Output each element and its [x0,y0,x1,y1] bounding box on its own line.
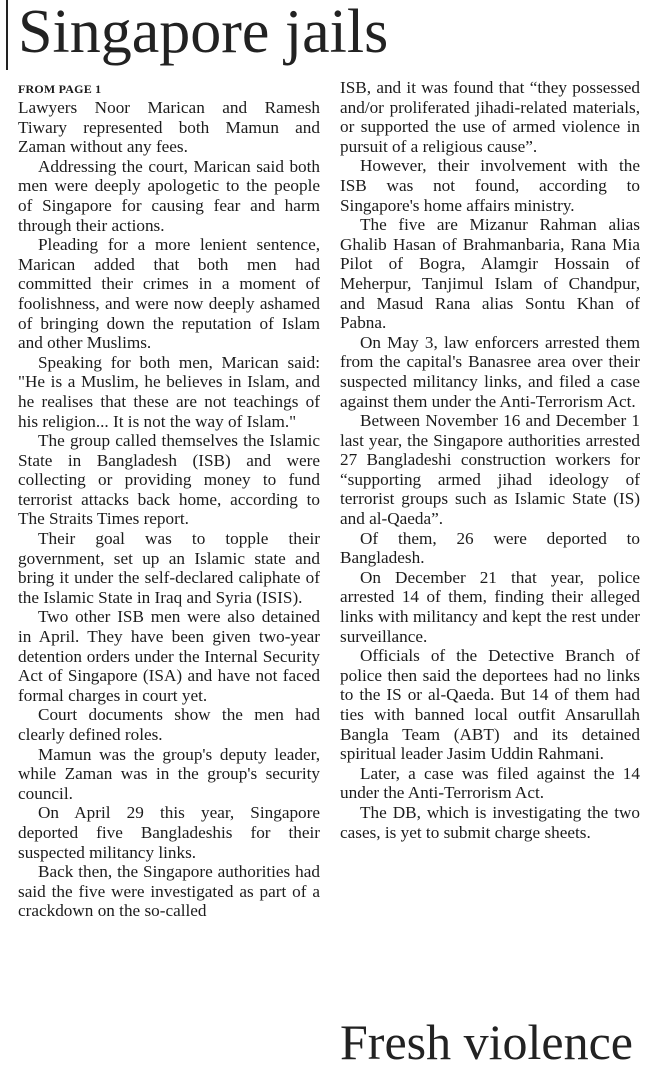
article-paragraph: Between November 16 and December 1 last year, the Singapore authorities arrested 27 Bangladeshi construction workers for “supporting armed jihad ideology of terrorist groups such as Islamic State (IS) and al-Qaeda”. [340,411,640,529]
column-rule [6,0,8,70]
article-paragraph: Mamun was the group's deputy leader, while Zaman was in the group's security council. [18,744,320,803]
article-paragraph: The DB, which is investigating the two cases, is yet to submit charge sheets. [340,802,640,842]
article-paragraph: Addressing the court, Marican said both men were deeply apologetic to the people of Singapore for causing fear and harm through their actions. [18,156,320,235]
article-paragraph: Of them, 26 were deported to Bangladesh. [340,528,640,568]
article-paragraph: Court documents show the men had clearly defined roles. [18,705,320,744]
article-paragraph: Back then, the Singapore authorities had said the five were investigated as part of a crackdown on the so-called [18,862,320,921]
article-paragraph: However, their involvement with the ISB was not found, according to Singapore's home affairs ministry. [340,156,640,215]
article-paragraph: Pleading for a more lenient sentence, Marican added that both men had committed their crimes in a moment of foolishness, and were now deeply ashamed of bringing down the reputation of Islam and other Muslims. [18,235,320,353]
article-paragraph: Lawyers Noor Marican and Ramesh Tiwary represented both Mamun and Zaman without any fees. [18,98,320,157]
kicker: FROM PAGE 1 [18,82,102,96]
article-paragraph: Later, a case was filed against the 14 under the Anti-Terrorism Act. [340,763,640,803]
article-paragraph: Two other ISB men were also detained in April. They have been given two-year detention orders under the Internal Security Act of Singapore (ISA) and have not faced formal charges in court yet. [18,607,320,705]
next-article-headline: Fresh violence [340,1014,633,1070]
article-paragraph: The five are Mizanur Rahman alias Ghalib Hasan of Brahmanbaria, Rana Mia Pilot of Bogra, Alamgir Hossain of Meherpur, Tanjimul Islam of Chandpur, and Masud Rana alias Sontu Khan of Pabna. [340,215,640,333]
headline: Singapore jails [18,0,389,66]
article-column-left [18,78,320,921]
article-paragraph: On May 3, law enforcers arrested them from the capital's Banasree area over their suspected militancy links, and filed a case against them under the Anti-Terrorism Act. [340,332,640,411]
article-paragraph: The group called themselves the Islamic State in Bangladesh (ISB) and were collecting or providing money to fund terrorist attacks back home, according to The Straits Times report. [18,431,320,529]
article-column-right [340,78,640,842]
article-paragraph: Officials of the Detective Branch of police then said the deportees had no links to the IS or al-Qaeda. But 14 of them had ties with banned local outfit Ansarullah Bangla Team (ABT) and its detained spiritual leader Jasim Uddin Rahmani. [340,646,640,764]
article-paragraph: On December 21 that year, police arrested 14 of them, finding their alleged links with militancy and kept the rest under surveillance. [340,567,640,646]
article-paragraph: Their goal was to topple their government, set up an Islamic state and bring it under the self-declared caliphate of the Islamic State in Iraq and Syria (ISIS). [18,529,320,607]
article-paragraph: Speaking for both men, Marican said: "He is a Muslim, he believes in Islam, and he realises that these are not teachings of his religion... It is not the way of Islam." [18,352,320,431]
article-paragraph: On April 29 this year, Singapore deported five Bangladeshis for their suspected militancy links. [18,803,320,862]
article-paragraph-continued: ISB, and it was found that “they possessed and/or proliferated jihadi-related materials, or supported the use of armed violence in pursuit of a religious cause”. [340,78,640,156]
